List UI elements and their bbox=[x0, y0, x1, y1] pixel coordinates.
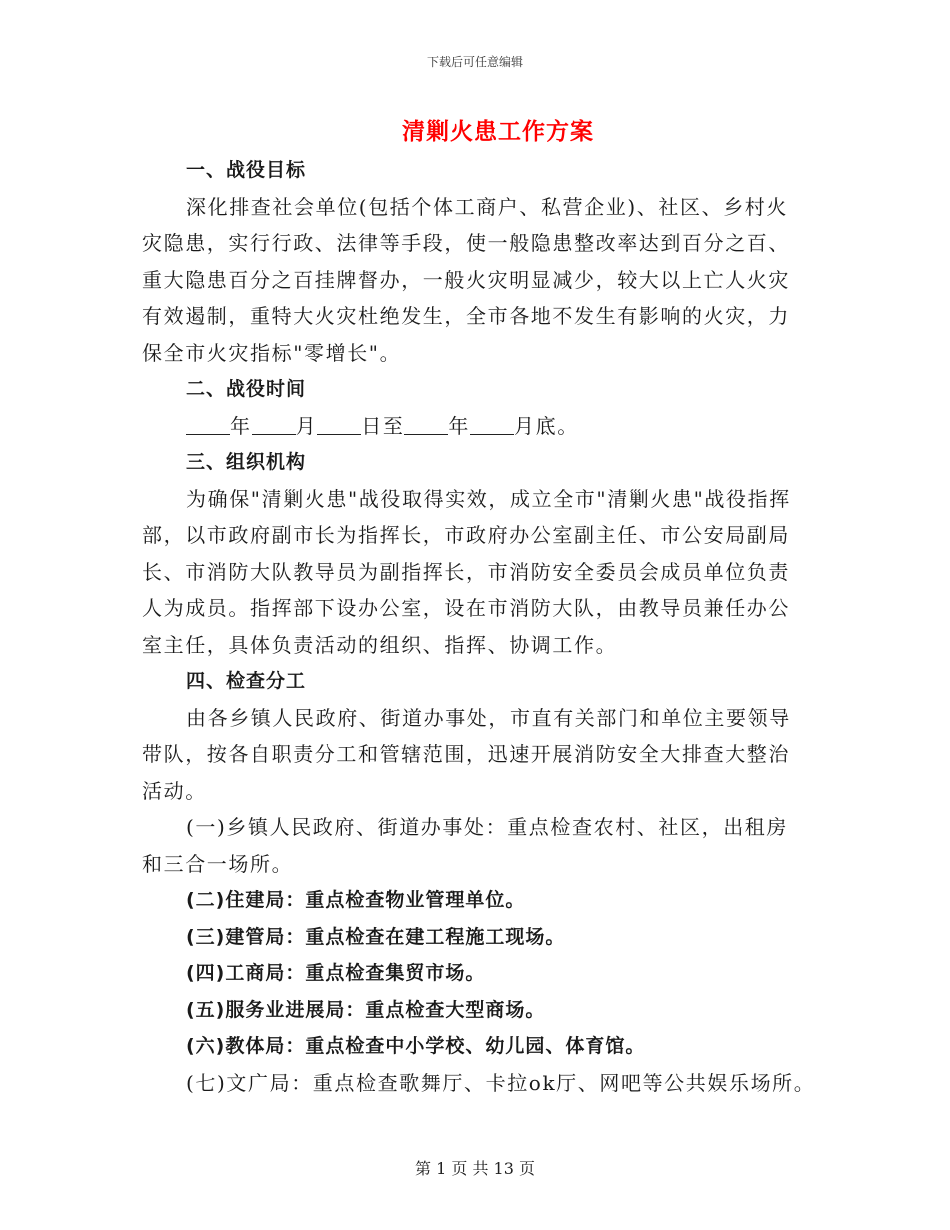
date-word: 年 bbox=[448, 413, 471, 438]
paragraph-line: 由各乡镇人民政府、街道办事处，市直有关部门和单位主要领导 bbox=[186, 705, 791, 730]
header-note: 下载后可任意编辑 bbox=[426, 55, 523, 69]
date-range-line bbox=[142, 408, 807, 445]
paragraph-line: 带队，按各自职责分工和管辖范围，迅速开展消防安全大排查大整治 bbox=[142, 742, 790, 766]
list-item: (四)工商局：重点检查集贸市场。 bbox=[186, 962, 486, 984]
paragraph-line: 人为成员。指挥部下设办公室，设在市消防大队，由教导员兼任办公 bbox=[142, 596, 790, 620]
paragraph-line: 灾隐患，实行行政、法律等手段，使一般隐患整改率达到百分之百、 bbox=[142, 231, 790, 255]
paragraph-line: 有效遏制，重特大火灾杜绝发生，全市各地不发生有影响的火灾，力 bbox=[142, 304, 790, 328]
date-word: 月 bbox=[295, 413, 318, 438]
list-item: 和三合一场所。 bbox=[142, 851, 294, 876]
blank-line bbox=[470, 412, 514, 435]
section-heading-time: 二、战役时间 bbox=[186, 378, 307, 400]
list-item: (三)建管局：重点检查在建工程施工现场。 bbox=[186, 925, 566, 948]
document-title: 清剿火患工作方案 bbox=[402, 118, 594, 145]
list-item: (六)教体局：重点检查中小学校、幼儿园、体育馆。 bbox=[186, 1035, 646, 1057]
paragraph-line: 保全市火灾指标"零增长"。 bbox=[142, 340, 402, 365]
date-word: 日至 bbox=[361, 413, 405, 438]
blank-line bbox=[186, 412, 230, 435]
paragraph-line: 室主任，具体负责活动的组织、指挥、协调工作。 bbox=[142, 632, 618, 657]
paragraph-line: 重大隐患百分之百挂牌督办，一般火灾明显减少，较大以上亡人火灾 bbox=[142, 267, 790, 292]
section-heading-inspection: 四、检查分工 bbox=[186, 670, 307, 692]
paragraph-line: 活动。 bbox=[142, 778, 207, 803]
date-word: 月底。 bbox=[514, 413, 579, 438]
document-body bbox=[142, 152, 816, 1101]
paragraph-line: 深化排查社会单位(包括个体工商户、私营企业)、社区、乡村火 bbox=[186, 194, 789, 219]
blank-line bbox=[317, 412, 361, 435]
paragraph-line: 为确保"清剿火患"战役取得实效，成立全市"清剿火患"战役指挥 bbox=[186, 486, 791, 511]
blank-line bbox=[404, 412, 448, 435]
blank-line bbox=[252, 412, 296, 435]
section-heading-goals: 一、战役目标 bbox=[186, 159, 307, 181]
list-item: (五)服务业进展局：重点检查大型商场。 bbox=[186, 998, 546, 1021]
section-heading-organization: 三、组织机构 bbox=[186, 451, 307, 473]
list-item: (一)乡镇人民政府、街道办事处：重点检查农村、社区，出租房 bbox=[186, 815, 789, 839]
page-number: 第 1 页 共 13 页 bbox=[415, 1159, 535, 1178]
date-word: 年 bbox=[230, 413, 252, 438]
list-item: (二)住建局：重点检查物业管理单位。 bbox=[186, 889, 526, 911]
list-item: (七)文广局：重点检查歌舞厅、卡拉ok厅、网吧等公共娱乐场所。 bbox=[186, 1070, 816, 1095]
paragraph-line: 部，以市政府副市长为指挥长，市政府办公室副主任、市公安局副局 bbox=[142, 523, 790, 547]
paragraph-line: 长、市消防大队教导员为副指挥长，市消防安全委员会成员单位负责 bbox=[142, 559, 790, 584]
